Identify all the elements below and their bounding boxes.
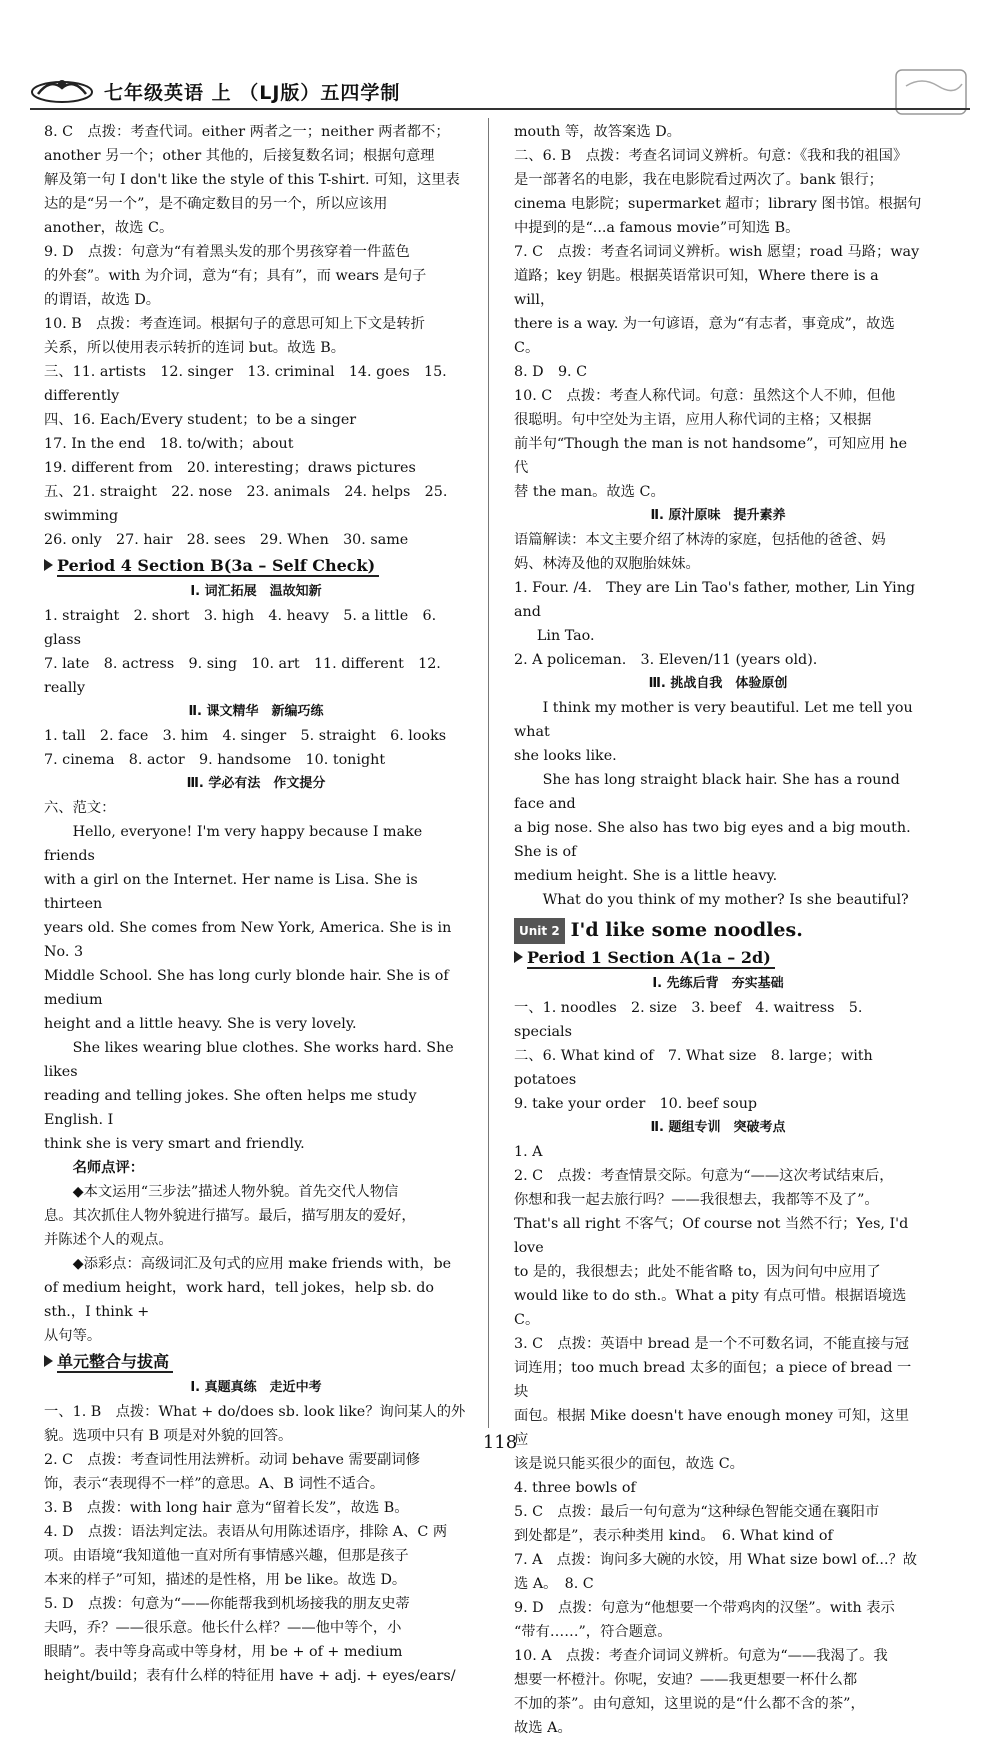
subsection-heading: Ⅰ. 词汇拓展 温故知新 [190, 584, 322, 599]
text-line: 不加的茶”。由句意知，这里说的是“什么都不含的茶”， [514, 1696, 865, 1712]
text-line: cinema 电影院；supermarket 超市；library 图书馆。根据句 [514, 196, 922, 212]
text-line: 中提到的是“...a famous movie”可知选 B。 [514, 220, 800, 236]
subsection-heading: Ⅱ. 题组专训 突破考点 [650, 1120, 786, 1135]
text-line: I think my mother is very beautiful. Let me tell you what [514, 700, 913, 740]
text-line: Hello, everyone! I'm very happy because I make friends [44, 824, 423, 864]
text-line: to 是的，我很想去；此处不能省略 to，因为问句中应用了 [514, 1264, 881, 1280]
text-line: 词连用；too much bread 太多的面包；a piece of bread 一块 [514, 1360, 912, 1400]
subsection-heading: Ⅱ. 课文精华 新编巧练 [188, 704, 324, 719]
text-line: 从句等。 [44, 1328, 102, 1344]
text-line: 妈、林涛及他的双胞胎妹妹。 [514, 556, 700, 572]
text-line: would like to do sth.。What a pity 有点可惜。根据语境选 C。 [514, 1288, 907, 1328]
text-line: Lin Tao. [536, 628, 595, 644]
triangle-bullet-icon [44, 1355, 53, 1367]
text-line: 10. B 点拨：考查连词。根据句子的意思可知上下文是转折 [44, 316, 425, 332]
text-line: 本来的样子”可知，描述的是性格，用 be like。故选 D。 [44, 1572, 407, 1588]
text-line: 故选 A。 [514, 1720, 572, 1736]
text-line: 前半句“Though the man is not handsome”，可知应用 he 代 [514, 436, 908, 476]
subsection-heading: Ⅱ. 原汁原味 提升素养 [650, 508, 786, 523]
text-line: 息。其次抓住人物外貌进行描写。最后，描写朋友的爱好， [44, 1208, 416, 1224]
text-line: 26. only 27. hair 28. sees 29. When 30. same [44, 532, 409, 548]
text-line: 很聪明。句中空处为主语，应用人称代词的主格；又根据 [514, 412, 872, 428]
section-heading-text: Period 4 Section B(3a – Self Check) [57, 556, 379, 577]
text-line: 饰，表示“表现得不一样”的意思。A、B 词性不适合。 [44, 1476, 385, 1492]
text-line: 一、1. B 点拨：What + do/does sb. look like？询问某人的外 [44, 1404, 466, 1420]
text-line: 10. A 点拨：考查介词词义辨析。句意为“——我渴了。我 [514, 1648, 888, 1664]
text-line: 你想和我一起去旅行吗？——我很想去，我都等不及了”。 [514, 1192, 879, 1208]
text-line: 4. three bowls of [514, 1480, 636, 1496]
text-line: 7. cinema 8. actor 9. handsome 10. tonight [44, 752, 386, 768]
page-header [30, 70, 970, 112]
text-line: 关系，所以使用表示转折的连词 but。故选 B。 [44, 340, 346, 356]
text-line: mouth 等，故答案选 D。 [514, 124, 681, 140]
text-line: 该是说只能买很少的面包，故选 C。 [514, 1456, 744, 1472]
text-line: 六、范文： [44, 800, 116, 816]
text-line: 是一部著名的电影，我在电影院看过两次了。bank 银行； [514, 172, 883, 188]
text-line: 17. In the end 18. to/with；about [44, 436, 294, 452]
text-line: 到处都是”，表示种类用 kind。 6. What kind of [514, 1528, 833, 1544]
section-heading [44, 554, 468, 578]
header-rule [30, 108, 970, 110]
text-line: 貌。选项中只有 B 项是对外貌的回答。 [44, 1428, 293, 1444]
text-line: another，故选 C。 [44, 220, 174, 236]
section-heading [44, 1350, 468, 1374]
text-line: 2. C 点拨：考查词性用法辨析。动词 behave 需要副词修 [44, 1452, 421, 1468]
text-line: 19. different from 20. interesting；draws pictures [44, 460, 416, 476]
text-line: with a girl on the Internet. Her name is Lisa. She is thirteen [44, 872, 418, 912]
text-line: 1. straight 2. short 3. high 4. heavy 5. a little 6. glass [44, 608, 437, 648]
text-line: 项。由语境“我知道他一直对所有事情感兴趣，但那是孩子 [44, 1548, 409, 1564]
text-line: 替 the man。故选 C。 [514, 484, 665, 500]
text-line: 二、6. What kind of 7. What size 8. large；with potatoes [514, 1048, 873, 1088]
text-line: 3. C 点拨：英语中 bread 是一个不可数名词，不能直接与冠 [514, 1336, 909, 1352]
text-line: 一、1. noodles 2. size 3. beef 4. waitress 5. specials [514, 1000, 863, 1040]
text-line: 选 A。 8. C [514, 1576, 594, 1592]
unit-title: I'd like some noodles. [570, 919, 803, 941]
text-line: 夫吗，乔？——很乐意。他长什么样？——他中等个，小 [44, 1620, 402, 1636]
text-line: reading and telling jokes. She often helps me study English. I [44, 1088, 417, 1128]
text-line: 2. C 点拨：考查情景交际。句意为“——这次考试结束后， [514, 1168, 894, 1184]
text-line: 道路；key 钥匙。根据英语常识可知，Where there is a will， [514, 268, 879, 308]
section-heading-text: 单元整合与拔高 [57, 1352, 173, 1373]
text-line: What do you think of my mother? Is she beautiful? [542, 892, 909, 908]
text-line: 解及第一句 I don't like the style of this T-shirt. 可知，这里表 [44, 172, 460, 188]
text-line: 的外套”。with 为介词，意为“有；具有”，而 wears 是句子 [44, 268, 427, 284]
unit-heading [514, 918, 922, 944]
header-title: 七年级英语 上 （LJ版）五四学制 [104, 82, 401, 104]
text-line: 5. C 点拨：最后一句句意为“这种绿色智能交通在襄阳市 [514, 1504, 880, 1520]
text-line: ◆本文运用“三步法”描述人物外貌。首先交代人物信 [72, 1184, 399, 1200]
text-line: 二、6. B 点拨：考查名词词义辨析。句意：《我和我的祖国》 [514, 148, 908, 164]
text-line: medium height. She is a little heavy. [514, 868, 778, 884]
text-line: 达的是“另一个”，是不确定数目的另一个，所以应该用 [44, 196, 388, 212]
text-line: She has long straight black hair. She has a round face and [514, 772, 900, 812]
text-line: “带有……”，符合题意。 [514, 1624, 672, 1640]
triangle-bullet-icon [514, 951, 523, 963]
page-number: 118 [482, 1432, 518, 1453]
subsection-heading: Ⅲ. 学必有法 作文提分 [186, 776, 326, 791]
text-line: years old. She comes from New York, America. She is in No. 3 [44, 920, 452, 960]
text-line: She likes wearing blue clothes. She works hard. She likes [44, 1040, 454, 1080]
text-line: 9. take your order 10. beef soup [514, 1096, 758, 1112]
text-line: 想要一杯橙汁。你呢，安迪？——我更想要一杯什么都 [514, 1672, 858, 1688]
subsection-heading: Ⅰ. 真题真练 走近中考 [190, 1380, 322, 1395]
text-line: 8. D 9. C [514, 364, 588, 380]
text-line: 1. A [514, 1144, 543, 1160]
text-line: 3. B 点拨：with long hair 意为“留着长发”，故选 B。 [44, 1500, 409, 1516]
text-line: height and a little heavy. She is very lovely. [44, 1016, 357, 1032]
text-line: 4. D 点拨：语法判定法。表语从句用陈述语序，排除 A、C 两 [44, 1524, 448, 1540]
unit-badge: Unit 2 [514, 918, 565, 944]
subsection-heading: Ⅲ. 挑战自我 体验原创 [648, 676, 788, 691]
text-line: 7. late 8. actress 9. sing 10. art 11. different 12. really [44, 656, 441, 696]
column-divider [488, 118, 489, 1428]
text-line: That's all right 不客气；Of course not 当然不行；Yes, I'd love [514, 1216, 909, 1256]
text-line: 的谓语，故选 D。 [44, 292, 161, 308]
text-line: 7. C 点拨：考查名词词义辨析。wish 愿望；road 马路；way [514, 244, 920, 260]
text-line: 9. D 点拨：句意为“有着黑头发的那个男孩穿着一件蓝色 [44, 244, 410, 260]
triangle-bullet-icon [44, 559, 53, 571]
text-line: 四、16. Each/Every student；to be a singer [44, 412, 357, 428]
subsection-heading: Ⅰ. 先练后背 夯实基础 [652, 976, 784, 991]
text-line: 眼睛”。表中等身高或中等身材，用 be + of + medium [44, 1644, 403, 1660]
text-line: a big nose. She also has two big eyes and a big mouth. She is of [514, 820, 911, 860]
text-line: think she is very smart and friendly. [44, 1136, 305, 1152]
text-line: another 另一个；other 其他的，后接复数名词；根据句意理 [44, 148, 435, 164]
text-line: 1. Four. /4. They are Lin Tao's father, mother, Lin Ying and [514, 580, 916, 620]
section-heading [514, 946, 922, 970]
text-line: she looks like. [514, 748, 617, 764]
text-line: 名师点评： [72, 1160, 145, 1176]
text-line: 面包。根据 Mike doesn't have enough money 可知，这里应 [514, 1408, 910, 1448]
text-line: of medium height，work hard，tell jokes，help sb. do sth.，I think + [44, 1280, 435, 1320]
right-column [514, 120, 922, 1740]
text-line: ◆添彩点：高级词汇及句式的应用 make friends with，be [72, 1256, 452, 1272]
text-line: 9. D 点拨：句意为“他想要一个带鸡肉的汉堡”。with 表示 [514, 1600, 895, 1616]
text-line: 语篇解读：本文主要介绍了林涛的家庭，包括他的爸爸、妈 [514, 532, 886, 548]
text-line: 并陈述个人的观点。 [44, 1232, 173, 1248]
text-line: Middle School. She has long curly blonde hair. She is of medium [44, 968, 449, 1008]
text-line: 三、11. artists 12. singer 13. criminal 14. goes 15. differently [44, 364, 447, 404]
text-line: 五、21. straight 22. nose 23. animals 24. helps 25. swimming [44, 484, 448, 524]
text-line: 1. tall 2. face 3. him 4. singer 5. straight 6. looks [44, 728, 447, 744]
text-line: 7. A 点拨：询问多大碗的水饺，用 What size bowl of...？故 [514, 1552, 918, 1568]
text-line: 5. D 点拨：句意为“——你能帮我到机场接我的朋友史蒂 [44, 1596, 410, 1612]
text-line: there is a way. 为一句谚语，意为“有志者，事竟成”，故选 C。 [514, 316, 895, 356]
text-line: 10. C 点拨：考查人称代词。句意：虽然这个人不帅，但他 [514, 388, 896, 404]
text-line: 8. C 点拨：考查代词。either 两者之一；neither 两者都不； [44, 124, 450, 140]
book-logo-icon [30, 74, 94, 104]
text-line: height/build；表有什么样的特征用 have + adj. + eyes/ears/ [44, 1668, 456, 1684]
text-line: 2. A policeman. 3. Eleven/11 (years old). [514, 652, 818, 668]
section-heading-text: Period 1 Section A(1a – 2d) [527, 948, 775, 969]
